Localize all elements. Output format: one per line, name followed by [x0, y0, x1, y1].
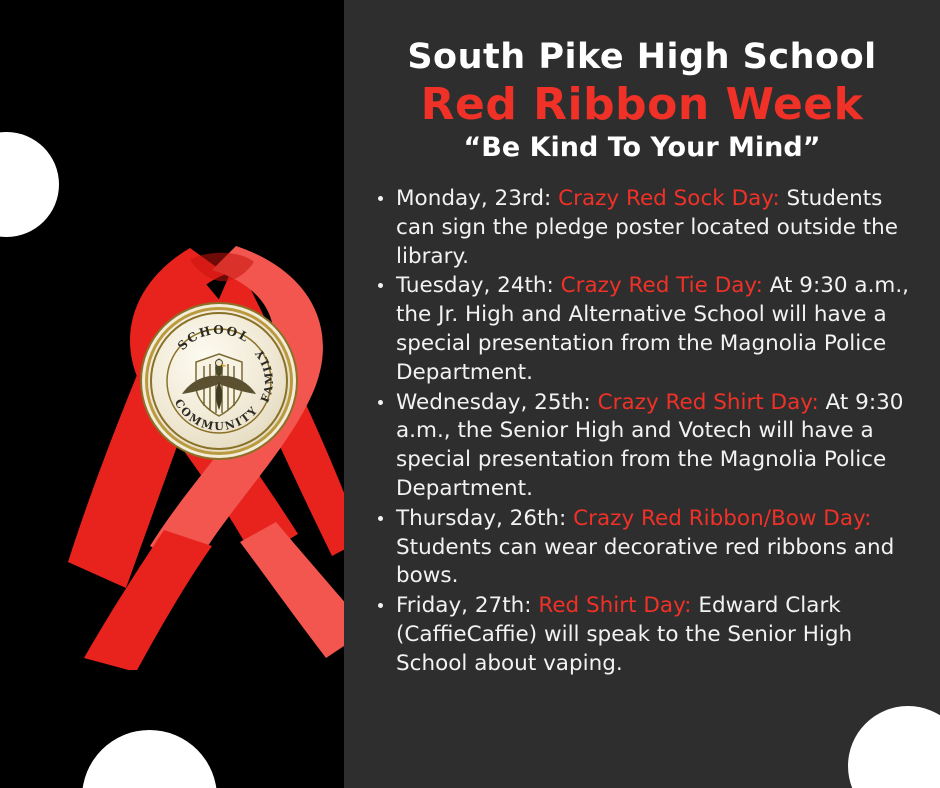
eagle-emblem — [174, 336, 264, 426]
schedule-detail: At 9:30 a.m., the Senior High and Votech will have a special presentation from the Magnolia Police Department. — [396, 389, 904, 502]
schedule-day: Monday, 23rd: — [396, 186, 552, 212]
event-slogan: “Be Kind To Your Mind” — [463, 132, 821, 164]
list-item — [374, 185, 918, 271]
schedule-detail: Students can wear decorative red ribbons and bows. — [396, 534, 895, 589]
schedule-theme: Crazy Red Tie Day: — [560, 273, 763, 299]
event-title: Red Ribbon Week — [420, 78, 864, 130]
seal-word-bottom: COMMUNITY — [171, 396, 262, 434]
schedule-theme: Crazy Red Sock Day: — [558, 186, 780, 212]
seal-word-right: FAMILY — [251, 345, 277, 405]
schedule-theme: Crazy Red Ribbon/Bow Day: — [573, 505, 872, 531]
poster-headings — [344, 0, 940, 163]
schedule-theme: Crazy Red Shirt Day: — [597, 389, 819, 415]
school-seal — [148, 310, 290, 452]
school-name: South Pike High School — [407, 37, 877, 77]
decorative-circle-bottom-left — [82, 730, 217, 788]
schedule-detail: At 9:30 a.m., the Jr. High and Alternative School will have a special presentation from the Magnolia Police Department. — [396, 273, 910, 385]
schedule-theme: Red Shirt Day: — [538, 593, 692, 619]
seal-word-top: SCHOOL — [174, 322, 253, 353]
content-panel — [344, 0, 940, 788]
list-item — [374, 505, 918, 591]
schedule-day: Thursday, 26th: — [396, 505, 567, 531]
schedule-detail: Edward Clark (CaffieCaffie) will speak to the Senior High School about vaping. — [396, 593, 853, 676]
schedule-day: Friday, 27th: — [396, 593, 532, 619]
list-item — [374, 389, 918, 504]
schedule-detail: Students can sign the pledge poster located outside the library. — [396, 186, 899, 269]
decorative-circle-bottom-right — [848, 706, 940, 788]
artwork-panel — [0, 0, 344, 788]
list-item — [374, 272, 918, 387]
schedule-list — [374, 185, 918, 679]
schedule-day: Wednesday, 25th: — [396, 389, 591, 415]
list-item — [374, 592, 918, 678]
schedule-day: Tuesday, 24th: — [396, 273, 554, 299]
